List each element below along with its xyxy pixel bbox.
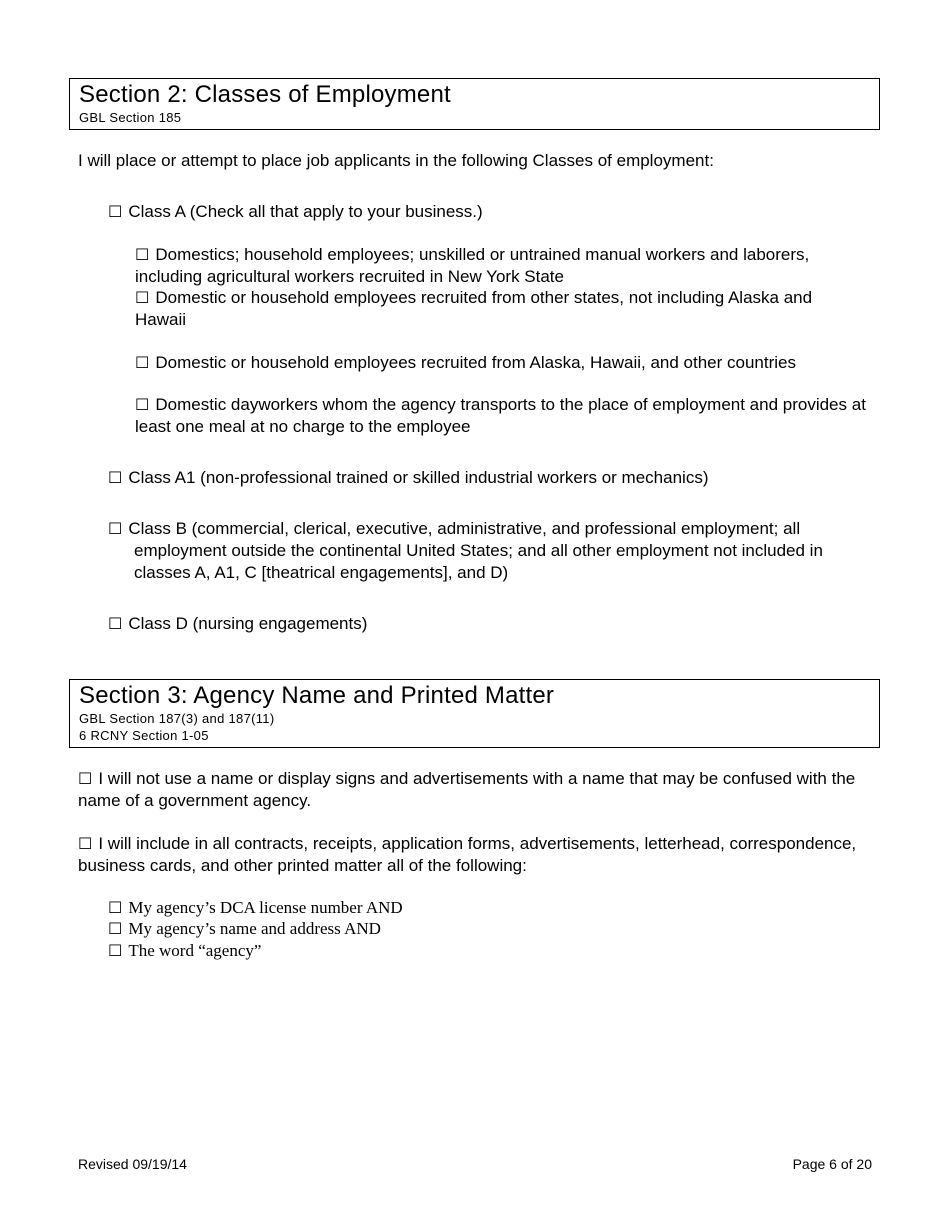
class-d-checkbox[interactable]: ☐ — [108, 614, 123, 633]
class-a-dayworkers-label-line2: least one meal at no charge to the employee — [135, 417, 471, 436]
section-3-name-checkbox[interactable]: ☐ — [78, 769, 93, 788]
class-b-label-line2: employment outside the continental United States; and all other employment not included in — [134, 541, 823, 560]
section-3-header — [69, 679, 880, 748]
class-a-alaska-hawaii-option[interactable] — [135, 352, 796, 374]
class-d-option[interactable] — [108, 613, 367, 635]
class-a-dayworkers-option[interactable] — [135, 394, 866, 416]
section-2-intro: I will place or attempt to place job applicants in the following Classes of employment: — [78, 151, 714, 170]
class-a1-option[interactable] — [108, 467, 708, 489]
section-3-printed-option[interactable] — [78, 833, 856, 855]
class-d-label: Class D (nursing engagements) — [128, 614, 368, 633]
section-3-statute-rcny: 6 RCNY Section 1-05 — [79, 728, 209, 743]
section-2-header — [69, 78, 880, 130]
printed-license-label: My agency’s DCA license number AND — [128, 898, 403, 917]
class-a1-checkbox[interactable]: ☐ — [108, 468, 123, 487]
section-3-title: Section 3: Agency Name and Printed Matter — [79, 682, 555, 709]
printed-license-checkbox[interactable]: ☐ — [108, 898, 123, 917]
printed-agency-word-checkbox[interactable]: ☐ — [108, 941, 123, 960]
class-a-checkbox[interactable]: ☐ — [108, 202, 123, 221]
printed-name-address-label: My agency’s name and address AND — [128, 919, 381, 938]
printed-name-address-option[interactable] — [108, 918, 381, 940]
section-3-printed-label-line2: business cards, and other printed matter all of the following: — [78, 856, 527, 875]
class-a-other-states-label-line2: Hawaii — [135, 310, 187, 329]
class-a-domestics-checkbox[interactable]: ☐ — [135, 245, 150, 264]
printed-name-address-checkbox[interactable]: ☐ — [108, 919, 123, 938]
class-a-dayworkers-label-line1: Domestic dayworkers whom the agency transports to the place of employment and provides at — [155, 395, 866, 414]
class-a-alaska-hawaii-checkbox[interactable]: ☐ — [135, 353, 150, 372]
class-a-other-states-option[interactable] — [135, 287, 812, 309]
class-a1-label: Class A1 (non-professional trained or skilled industrial workers or mechanics) — [128, 468, 709, 487]
class-b-option[interactable] — [108, 518, 800, 540]
class-a-label: Class A (Check all that apply to your business.) — [128, 202, 483, 221]
class-b-label-line1: Class B (commercial, clerical, executive, administrative, and professional employment; all — [128, 519, 801, 538]
section-3-printed-checkbox[interactable]: ☐ — [78, 834, 93, 853]
class-a-other-states-checkbox[interactable]: ☐ — [135, 288, 150, 307]
footer-page-number: Page 6 of 20 — [792, 1156, 872, 1172]
class-a-alaska-hawaii-label: Domestic or household employees recruited from Alaska, Hawaii, and other countries — [155, 353, 796, 372]
class-b-checkbox[interactable]: ☐ — [108, 519, 123, 538]
class-a-domestics-label-line1: Domestics; household employees; unskilled or untrained manual workers and laborers, — [155, 245, 810, 264]
section-2-statute: GBL Section 185 — [79, 110, 182, 125]
footer-revised-date: Revised 09/19/14 — [78, 1156, 187, 1172]
section-3-statute-gbl: GBL Section 187(3) and 187(11) — [79, 711, 275, 726]
class-a-domestics-option[interactable] — [135, 244, 809, 266]
printed-license-option[interactable] — [108, 897, 403, 919]
class-b-label-line3: classes A, A1, C [theatrical engagements], and D) — [134, 563, 509, 582]
class-a-option[interactable] — [108, 201, 483, 223]
class-a-domestics-label-line2: including agricultural workers recruited in New York State — [135, 267, 564, 286]
section-3-name-label-line2: name of a government agency. — [78, 791, 312, 810]
class-a-dayworkers-checkbox[interactable]: ☐ — [135, 395, 150, 414]
printed-agency-word-label: The word “agency” — [128, 941, 262, 960]
section-3-name-label-line1: I will not use a name or display signs and advertisements with a name that may be confused with the — [98, 769, 856, 788]
printed-agency-word-option[interactable] — [108, 940, 261, 962]
section-3-printed-label-line1: I will include in all contracts, receipts, application forms, advertisements, letterhead, correspondence, — [98, 834, 857, 853]
class-a-other-states-label-line1: Domestic or household employees recruited from other states, not including Alaska and — [155, 288, 813, 307]
section-2-title: Section 2: Classes of Employment — [79, 81, 451, 108]
section-3-name-option[interactable] — [78, 768, 855, 790]
